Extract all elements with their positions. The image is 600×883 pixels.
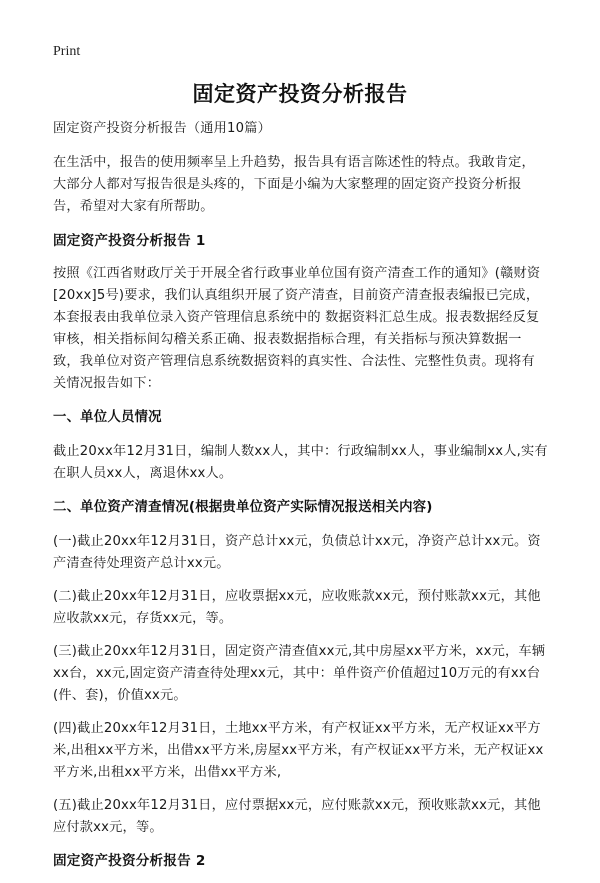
asset-item: (五)截止20xx年12月31日，应付票据xx元，应付账款xx元，预收账款xx元，其他应付款xx元，等。 (53, 798, 541, 835)
report-1-heading: 固定资产投资分析报告 1 (53, 233, 206, 249)
asset-item: (二)截止20xx年12月31日，应收票据xx元，应收账款xx元，预付账款xx元，其他应收款xx元，存货xx元，等。 (53, 589, 541, 626)
intro-paragraph: 在生活中，报告的使用频率呈上升趋势，报告具有语言陈述性的特点。我敢肯定，大部分人都对写报告很是头疼的，下面是小编为大家整理的固定资产投资分析报告，希望对大家有所帮助。 (53, 155, 535, 214)
report-1-body: 按照《江西省财政厅关于开展全省行政事业单位国有资产清查工作的通知》(赣财资[20xx]5号)要求，我们认真组织开展了资产清查，目前资产清查报表编报已完成，本套报表由我单位录入资产管理信息系统中的 数据资料汇总生成。报表数据经反复审核，相关指标间勾稽关系正确、报表数据指标合理，有关指标与预决算数据一致，我单位对资产管理信息系统数据资料的真实性、合法性、完整性负责。现将有关情况报告如下： (53, 266, 541, 391)
section-2-heading: 二、单位资产清查情况(根据贵单位资产实际情况报送相关内容) (53, 500, 433, 515)
document-body (53, 118, 548, 883)
asset-item: (四)截止20xx年12月31日，土地xx平方米，有产权证xx平方米，无产权证xx平方米,出租xx平方米，出借xx平方米,房屋xx平方米，有产权证xx平方米，无产权证xx平方米,出租xx平方米，出借xx平方米, (53, 721, 544, 780)
asset-item: (一)截止20xx年12月31日，资产总计xx元，负债总计xx元，净资产总计xx元。资产清查待处理资产总计xx元。 (53, 534, 541, 571)
section-1-body: 截止20xx年12月31日，编制人数xx人，其中：行政编制xx人，事业编制xx人,实有在职人员xx人，离退休xx人。 (53, 444, 548, 481)
report-2-heading: 固定资产投资分析报告 2 (53, 853, 206, 869)
asset-item: (三)截止20xx年12月31日，固定资产清查值xx元,其中房屋xx平方米，xx元，车辆xx台，xx元,固定资产清查待处理xx元，其中：单件资产价值超过10万元的有xx台(件、套)，价值xx元。 (53, 644, 546, 703)
section-1-heading: 一、单位人员情况 (53, 410, 162, 425)
print-link[interactable]: Print (53, 44, 81, 59)
document-subtitle: 固定资产投资分析报告（通用10篇） (53, 121, 271, 136)
page-title: 固定资产投资分析报告 (192, 82, 408, 106)
